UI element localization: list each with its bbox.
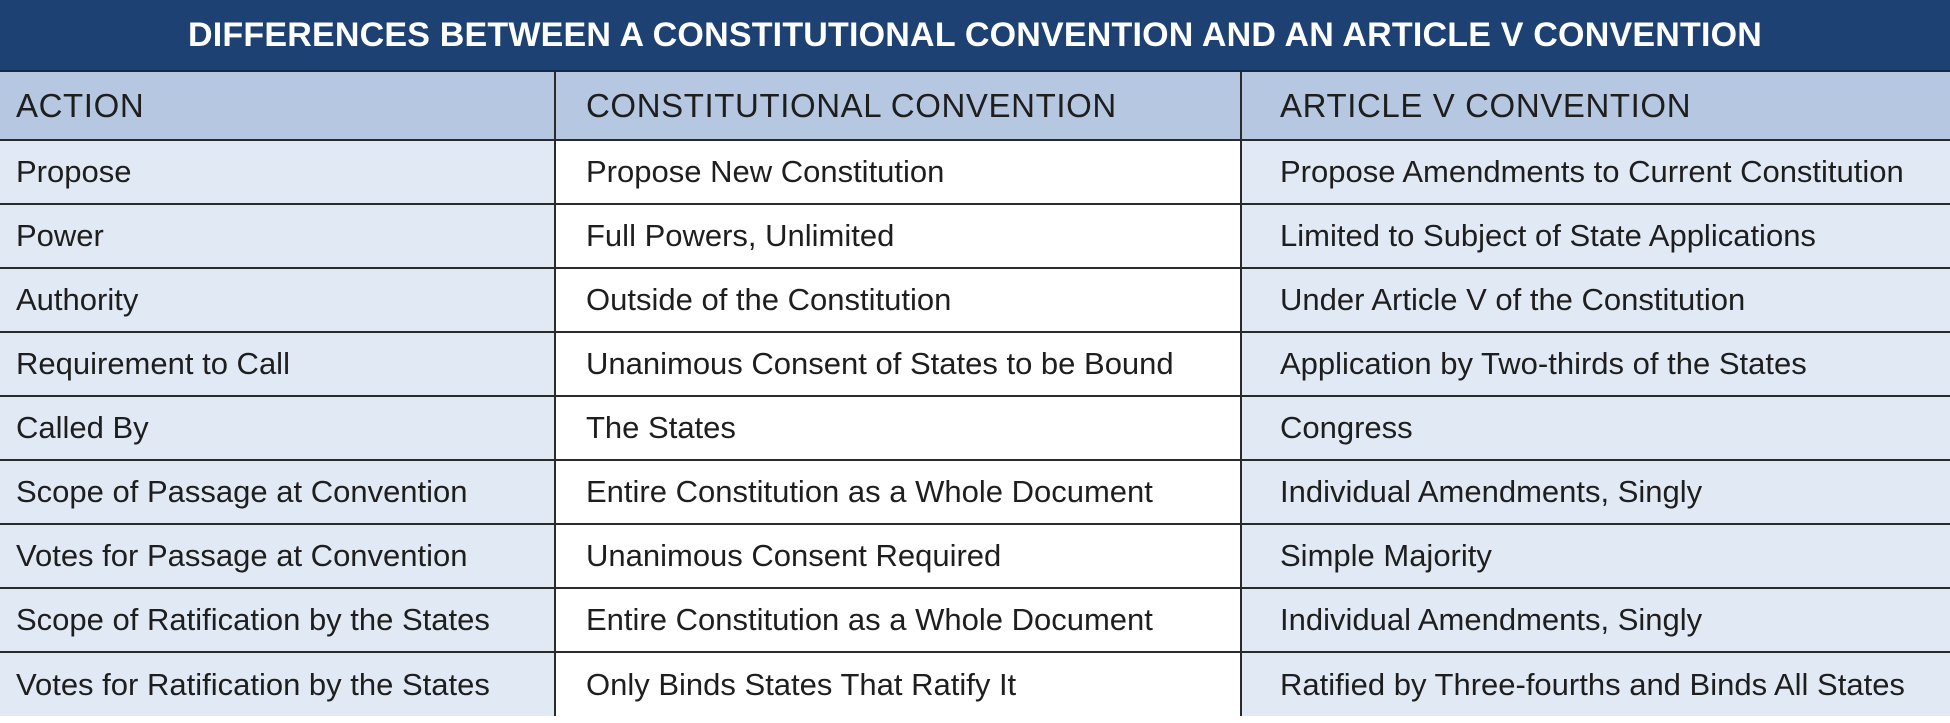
table-row xyxy=(0,204,1950,268)
table-row xyxy=(0,268,1950,332)
constitutional-convention-cell: Unanimous Consent Required xyxy=(555,524,1241,588)
column-header-constitutional-convention: CONSTITUTIONAL CONVENTION xyxy=(555,72,1241,140)
action-cell: Authority xyxy=(0,268,555,332)
article-v-convention-cell: Limited to Subject of State Applications xyxy=(1241,204,1950,268)
constitutional-convention-cell: Outside of the Constitution xyxy=(555,268,1241,332)
constitutional-convention-cell: Only Binds States That Ratify It xyxy=(555,652,1241,716)
action-cell: Scope of Passage at Convention xyxy=(0,460,555,524)
table-row xyxy=(0,140,1950,204)
action-cell: Power xyxy=(0,204,555,268)
column-header-action: ACTION xyxy=(0,72,555,140)
action-cell: Requirement to Call xyxy=(0,332,555,396)
table-row xyxy=(0,652,1950,716)
table-row xyxy=(0,396,1950,460)
article-v-convention-cell: Ratified by Three-fourths and Binds All States xyxy=(1241,652,1950,716)
article-v-convention-cell: Individual Amendments, Singly xyxy=(1241,588,1950,652)
table-row xyxy=(0,332,1950,396)
table-row xyxy=(0,524,1950,588)
comparison-table xyxy=(0,72,1950,716)
action-cell: Votes for Passage at Convention xyxy=(0,524,555,588)
constitutional-convention-cell: Full Powers, Unlimited xyxy=(555,204,1241,268)
constitutional-convention-cell: Unanimous Consent of States to be Bound xyxy=(555,332,1241,396)
constitutional-convention-cell: The States xyxy=(555,396,1241,460)
table-row xyxy=(0,460,1950,524)
table-title: DIFFERENCES BETWEEN A CONSTITUTIONAL CONVENTION AND AN ARTICLE V CONVENTION xyxy=(0,0,1950,72)
article-v-convention-cell: Congress xyxy=(1241,396,1950,460)
action-cell: Called By xyxy=(0,396,555,460)
article-v-convention-cell: Propose Amendments to Current Constitution xyxy=(1241,140,1950,204)
column-header-article-v-convention: ARTICLE V CONVENTION xyxy=(1241,72,1950,140)
article-v-convention-cell: Simple Majority xyxy=(1241,524,1950,588)
action-cell: Propose xyxy=(0,140,555,204)
table-row xyxy=(0,588,1950,652)
constitutional-convention-cell: Entire Constitution as a Whole Document xyxy=(555,460,1241,524)
action-cell: Scope of Ratification by the States xyxy=(0,588,555,652)
header-row xyxy=(0,72,1950,140)
action-cell: Votes for Ratification by the States xyxy=(0,652,555,716)
article-v-convention-cell: Individual Amendments, Singly xyxy=(1241,460,1950,524)
article-v-convention-cell: Under Article V of the Constitution xyxy=(1241,268,1950,332)
constitutional-convention-cell: Propose New Constitution xyxy=(555,140,1241,204)
article-v-convention-cell: Application by Two-thirds of the States xyxy=(1241,332,1950,396)
constitutional-convention-cell: Entire Constitution as a Whole Document xyxy=(555,588,1241,652)
